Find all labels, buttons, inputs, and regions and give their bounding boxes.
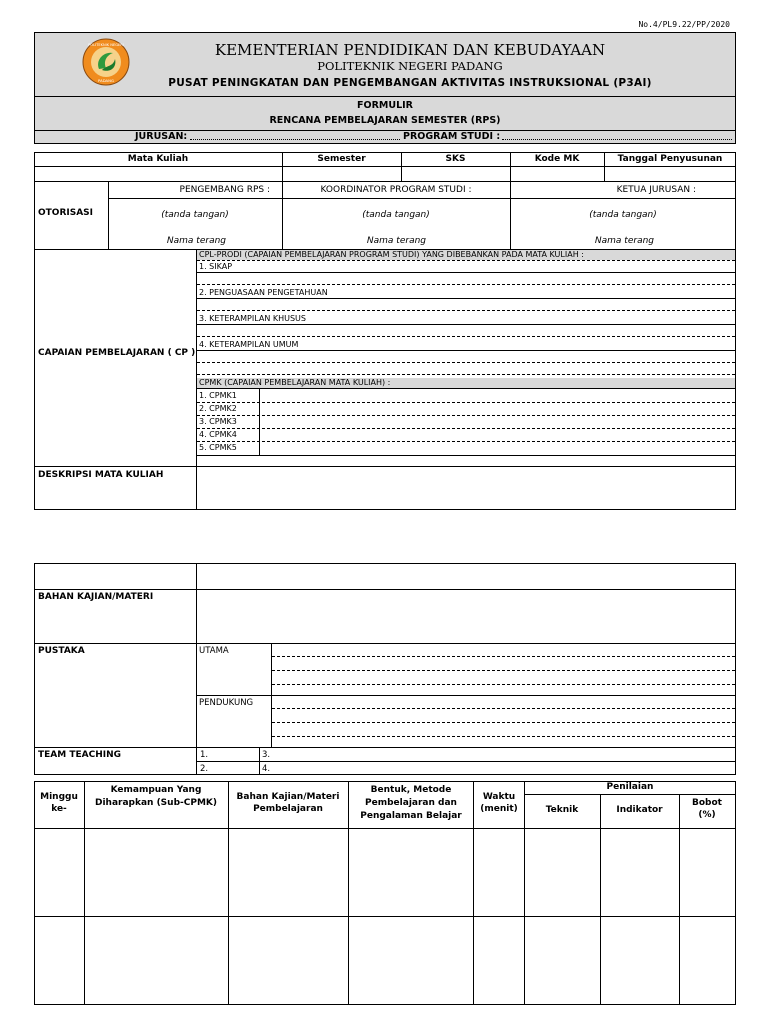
jurusan-label: JURUSAN:	[135, 131, 188, 142]
cpl-sikap: 1. SIKAP	[199, 262, 233, 271]
cpmk-5: 5. CPMK5	[199, 443, 237, 452]
team-slot-4[interactable]: 4.	[262, 764, 271, 774]
pustaka-pendukung: PENDUKUNG	[199, 698, 254, 708]
header-semester: Semester	[317, 154, 366, 164]
col-bahan: Bahan Kajian/Materi Pembelajaran	[236, 792, 340, 814]
bahan-label: BAHAN KAJIAN/MATERI	[38, 592, 154, 602]
team-slot-1[interactable]: 1.	[200, 750, 209, 760]
jurusan-field[interactable]	[190, 139, 400, 140]
col-minggu: Minggu ke-	[40, 792, 78, 814]
name-ketua: Nama terang	[594, 236, 654, 246]
deskripsi-label: DESKRIPSI MATA KULIAH	[38, 470, 164, 480]
header-kode-mk: Kode MK	[534, 154, 580, 164]
col-bentuk: Bentuk, Metode Pembelajaran dan Pengalaman Belajar	[360, 785, 462, 821]
header-mata-kuliah: Mata Kuliah	[127, 154, 189, 164]
cp-label: CAPAIAN PEMBELAJARAN ( CP )	[38, 348, 196, 358]
col-waktu: Waktu (menit)	[480, 792, 518, 814]
name-pengembang: Nama terang	[166, 236, 226, 246]
cpmk-2: 2. CPMK2	[199, 404, 237, 413]
institution-title: POLITEKNIK NEGERI PADANG	[317, 59, 503, 73]
document-number: No.4/PL9.22/PP/2020	[638, 20, 730, 29]
cpmk-header: CPMK (CAPAIAN PEMBELAJARAN MATA KULIAH) :	[199, 378, 391, 387]
team-slot-2[interactable]: 2.	[200, 764, 209, 774]
team-slot-3[interactable]: 3.	[262, 750, 271, 760]
form-title-area	[35, 97, 735, 131]
role-pengembang: PENGEMBANG RPS :	[179, 185, 270, 195]
pustaka-utama: UTAMA	[199, 646, 229, 656]
col-penilaian: Penilaian	[606, 782, 654, 792]
col-indikator: Indikator	[616, 805, 663, 815]
col-teknik: Teknik	[545, 805, 579, 815]
center-title: PUSAT PENINGKATAN DAN PENGEMBANGAN AKTIVITAS INSTRUKSIONAL (P3AI)	[168, 77, 652, 89]
prodi-label: PROGRAM STUDI :	[403, 131, 501, 142]
header-title-area	[35, 33, 735, 97]
signature-koordinator[interactable]: (tanda tangan)	[362, 210, 430, 220]
col-kemampuan: Kemampuan Yang Diharapkan (Sub-CPMK)	[94, 785, 217, 808]
cpmk-4: 4. CPMK4	[199, 430, 237, 439]
name-koordinator: Nama terang	[366, 236, 426, 246]
signature-pengembang[interactable]: (tanda tangan)	[161, 210, 229, 220]
form-title: RENCANA PEMBELAJARAN SEMESTER (RPS)	[269, 115, 501, 126]
cpmk-3: 3. CPMK3	[199, 417, 237, 426]
cpl-umum: 4. KETERAMPILAN UMUM	[199, 340, 299, 349]
team-label: TEAM TEACHING	[38, 750, 121, 760]
cpl-pengetahuan: 2. PENGUASAAN PENGETAHUAN	[199, 288, 328, 297]
header-tanggal: Tanggal Penyusunan	[617, 154, 723, 164]
prodi-field[interactable]	[502, 139, 732, 140]
role-ketua: KETUA JURUSAN :	[616, 185, 696, 195]
signature-ketua[interactable]: (tanda tangan)	[589, 210, 657, 220]
ministry-title: KEMENTERIAN PENDIDIKAN DAN KEBUDAYAAN	[214, 41, 606, 59]
logo-top-text: POLITEKNIK NEGERI	[88, 43, 124, 47]
header-sks: SKS	[445, 154, 466, 164]
jurusan-row	[35, 131, 735, 145]
form-label: FORMULIR	[357, 100, 413, 111]
pustaka-label: PUSTAKA	[38, 646, 85, 656]
col-bobot: Bobot (%)	[692, 798, 722, 820]
form-header	[34, 32, 736, 144]
otorisasi-label: OTORISASI	[38, 208, 93, 218]
role-koordinator: KOORDINATOR PROGRAM STUDI :	[320, 185, 472, 195]
cpl-header: CPL-PRODI (CAPAIAN PEMBELAJARAN PROGRAM STUDI) YANG DIBEBANKAN PADA MATA KULIAH :	[199, 250, 584, 259]
cpmk-1: 1. CPMK1	[199, 391, 237, 400]
rps-main-table	[34, 152, 736, 510]
logo-bottom-text: PADANG	[98, 78, 114, 83]
cpl-khusus: 3. KETERAMPILAN KHUSUS	[199, 314, 306, 323]
